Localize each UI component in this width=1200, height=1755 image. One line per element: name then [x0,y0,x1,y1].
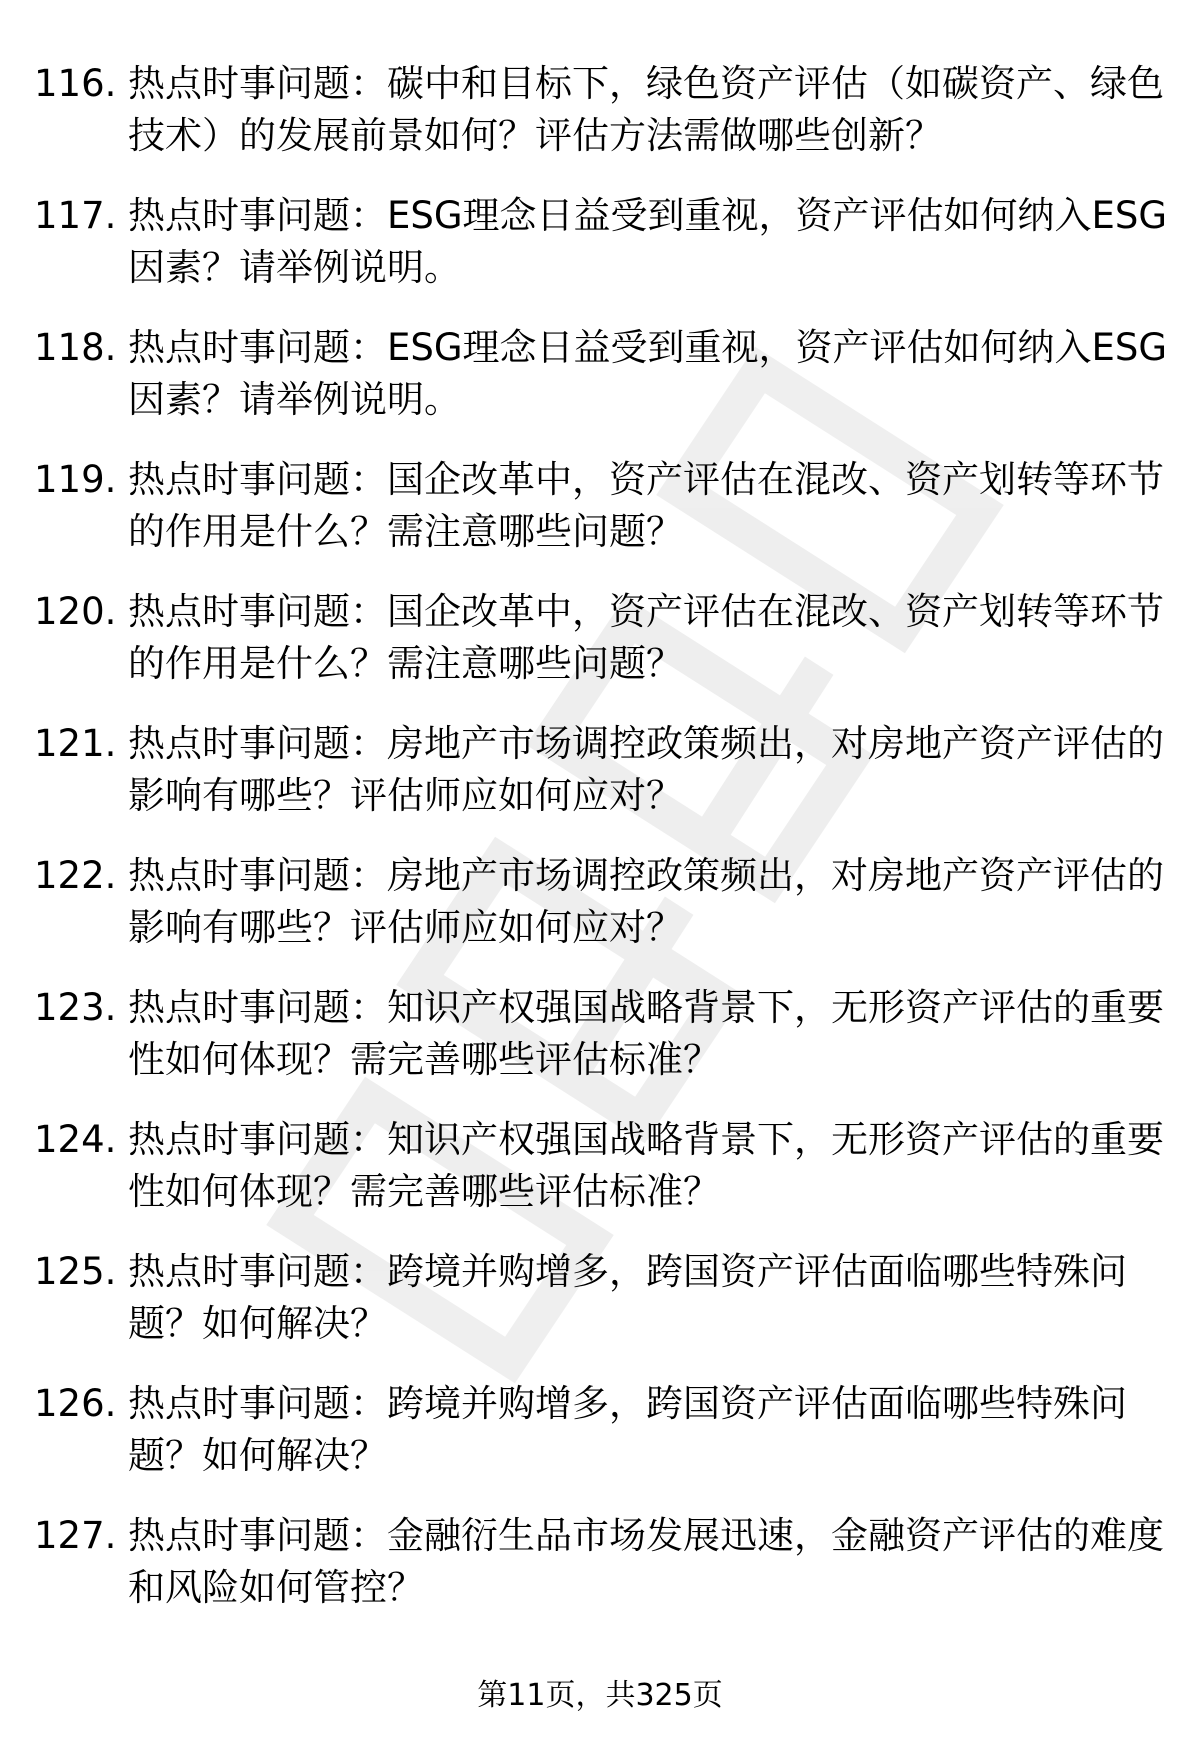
question-text: 热点时事问题：跨境并购增多，跨国资产评估面临哪些特殊问题？如何解决？ [128,1250,1127,1345]
question-number: 117. [34,194,117,237]
question-number: 121. [34,722,117,765]
question-item [34,982,1164,1114]
question-number: 122. [34,854,117,897]
question-item [34,190,1168,322]
question-number: 119. [34,458,117,501]
question-item [34,718,1164,850]
question-number: 118. [34,326,117,369]
question-number: 120. [34,590,117,633]
question-text: 热点时事问题：知识产权强国战略背景下，无形资产评估的重要性如何体现？需完善哪些评估标准？ [128,986,1164,1081]
question-number: 125. [34,1250,117,1293]
question-item [34,454,1164,586]
question-text: 热点时事问题：跨境并购增多，跨国资产评估面临哪些特殊问题？如何解决？ [128,1382,1127,1477]
question-item [34,1510,1164,1642]
question-number: 126. [34,1382,117,1425]
question-text: 热点时事问题：ESG理念日益受到重视，资产评估如何纳入ESG因素？请举例说明。 [128,194,1168,289]
question-item [34,1246,1164,1378]
page-number-footer: 第11页，共325页 [477,1678,723,1713]
question-text: 热点时事问题：国企改革中，资产评估在混改、资产划转等环节的作用是什么？需注意哪些问题？ [128,458,1164,553]
question-text: 热点时事问题：国企改革中，资产评估在混改、资产划转等环节的作用是什么？需注意哪些问题？ [128,590,1164,685]
question-item [34,322,1168,454]
question-number: 116. [34,62,117,105]
question-number: 124. [34,1118,117,1161]
question-item [34,586,1164,718]
question-item [34,1378,1164,1510]
question-text: 热点时事问题：知识产权强国战略背景下，无形资产评估的重要性如何体现？需完善哪些评估标准？ [128,1118,1164,1213]
question-text: 热点时事问题：碳中和目标下，绿色资产评估（如碳资产、绿色技术）的发展前景如何？评估方法需做哪些创新？ [128,62,1164,157]
question-item [34,850,1164,982]
question-item [34,1114,1164,1246]
question-item [34,58,1164,190]
question-text: 热点时事问题：房地产市场调控政策频出，对房地产资产评估的影响有哪些？评估师应如何应对？ [128,854,1164,949]
question-text: 热点时事问题：金融衍生品市场发展迅速，金融资产评估的难度和风险如何管控？ [128,1514,1164,1609]
question-text: 热点时事问题：ESG理念日益受到重视，资产评估如何纳入ESG因素？请举例说明。 [128,326,1168,421]
question-text: 热点时事问题：房地产市场调控政策频出，对房地产资产评估的影响有哪些？评估师应如何应对？ [128,722,1164,817]
question-list [34,58,1168,1642]
question-number: 123. [34,986,117,1029]
question-number: 127. [34,1514,117,1557]
